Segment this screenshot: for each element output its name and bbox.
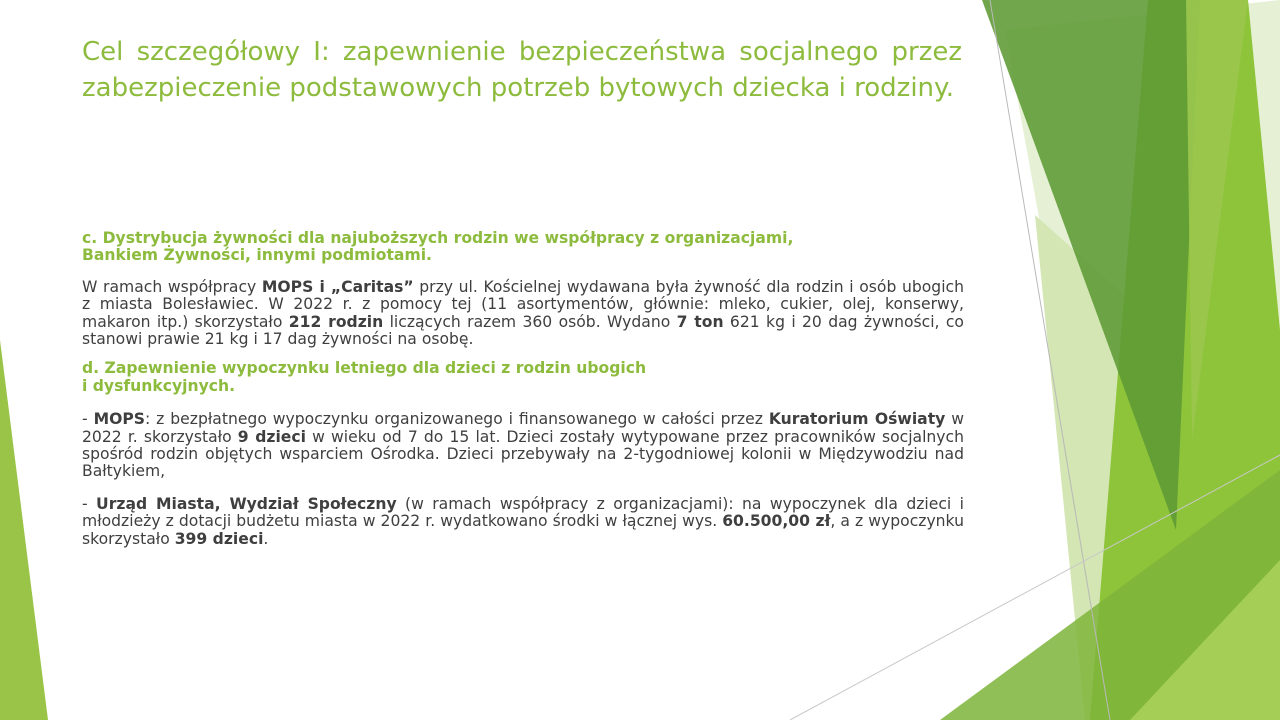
section-c-heading-line2: Bankiem Żywności, innymi podmiotami. bbox=[82, 246, 432, 265]
section-c-heading-line1: c. Dystrybucja żywności dla najuboższych rodzin we współpracy z organizacjami, bbox=[82, 229, 794, 247]
bold-run: Urząd Miasta, Wydział Społeczny bbox=[96, 494, 397, 513]
text-run: liczących razem 360 osób. Wydano bbox=[383, 312, 677, 331]
bold-run: 399 dzieci bbox=[174, 529, 264, 548]
text-run: : z bezpłatnego wypoczynku organizowanego i finansowanego w całości przez bbox=[145, 410, 769, 429]
text-run: W ramach współpracy bbox=[82, 277, 262, 296]
text-run: (w ramach współpracy z organizacjami): na wypoczynek dla dzieci i młodzieży z dotacji budżetu miasta w 2022 r. wydatkowano środki w łącznej wys. bbox=[82, 494, 964, 531]
text-run: 621 kg i 20 dag żywności, co stanowi prawie 21 kg i 17 dag żywności na osobę. bbox=[82, 312, 964, 349]
text-run: . bbox=[263, 529, 269, 548]
bold-run: 60.500,00 zł bbox=[722, 512, 831, 531]
section-d-paragraph-urzad bbox=[82, 496, 964, 548]
bold-run: 212 rodzin bbox=[288, 312, 384, 331]
text-run: , a z wypoczynku skorzystało bbox=[82, 512, 964, 548]
left-edge-green-shape bbox=[0, 340, 48, 720]
bold-run: 9 dzieci bbox=[237, 427, 306, 446]
section-d-paragraph-mops bbox=[82, 411, 964, 481]
bold-run: Kuratorium Oświaty bbox=[768, 410, 946, 429]
bold-run: 7 ton bbox=[676, 312, 724, 331]
section-c-heading bbox=[82, 230, 964, 265]
section-d-heading bbox=[82, 360, 964, 395]
text-run: - bbox=[82, 494, 97, 513]
text-run: w 2022 r. skorzystało bbox=[82, 410, 965, 446]
section-d-heading-line1: d. Zapewnienie wypoczynku letniego dla dzieci z rodzin ubogich bbox=[82, 359, 647, 378]
slide-content bbox=[82, 230, 964, 548]
text-run: - bbox=[82, 410, 94, 429]
text-run: przy ul. Kościelnej wydawana była żywność dla rodzin i osób ubogich z miasta Bolesławiec. W 2022 r. z pomocy tej (11 asortymentów, głównie: mleko, cukier, olej, konserwy, makaron itp.) skorzystało bbox=[82, 277, 964, 331]
text-run: w wieku od 7 do 15 lat. Dzieci zostały wytypowane przez pracowników socjalnych spośród rodzin objętych wsparciem Ośrodka. Dzieci przebywały na 2-tygodniowej kolonii w Międzywodziu nad Bałtykiem, bbox=[82, 427, 964, 481]
section-d-heading-line2: i dysfunkcyjnych. bbox=[82, 376, 236, 395]
bold-run: MOPS i „Caritas” bbox=[261, 277, 414, 296]
bold-run: MOPS bbox=[93, 410, 145, 429]
slide-title: Cel szczegółowy I: zapewnienie bezpieczeństwa socjalnego przez zabezpieczenie podstawowych potrzeb bytowych dziecka i rodziny. bbox=[82, 37, 962, 103]
section-c-paragraph bbox=[82, 279, 964, 349]
